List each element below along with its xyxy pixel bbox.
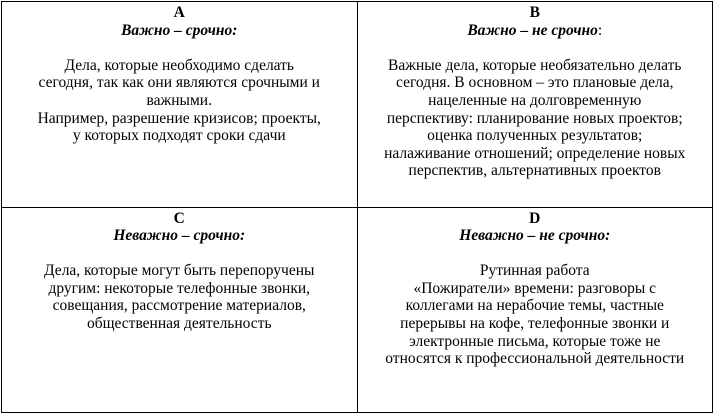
description-line: нацеленные на долговременную <box>428 91 642 109</box>
quadrant-a-heading: Важно – срочно: <box>121 21 238 39</box>
quadrant-b-heading: Важно – не срочно <box>467 21 598 39</box>
description-line: «Пожиратели» времени: разговоры с <box>413 279 657 297</box>
description-line: электронные письма, которые тоже не <box>409 332 661 350</box>
quadrant-d-letter: D <box>529 209 541 227</box>
quadrant-b-letter: B <box>529 4 540 21</box>
description-line: Важные дела, которые необязательно делать <box>388 56 682 74</box>
spacer <box>6 39 353 57</box>
description-line: перспектив, альтернативных проектов <box>408 162 661 180</box>
quadrant-b <box>357 2 713 208</box>
description-line: относятся к профессиональной деятельности <box>385 350 685 368</box>
description-line: Дела, которые могут быть перепоручены <box>44 262 315 280</box>
spacer <box>362 245 709 263</box>
description-line: Например, разрешение кризисов; проекты, <box>37 109 321 127</box>
quadrant-c-letter: C <box>173 209 185 227</box>
quadrant-a-letter: A <box>173 4 185 21</box>
quadrant-b-heading-line <box>362 22 709 40</box>
description-line: общественная деятельность <box>86 315 272 333</box>
quadrant-c-heading: Неважно – срочно: <box>113 227 246 245</box>
quadrant-a-description <box>6 57 353 145</box>
description-line: налаживание отношений; определение новых <box>384 144 686 162</box>
matrix-row-bottom <box>2 207 713 413</box>
quadrant-a-heading-line <box>6 22 353 40</box>
spacer <box>6 245 353 263</box>
quadrant-a <box>2 2 358 208</box>
matrix-row-top <box>2 2 713 208</box>
quadrant-d-description <box>362 262 709 368</box>
eisenhower-matrix-table <box>1 1 713 413</box>
quadrant-c-heading-line <box>6 227 353 245</box>
quadrant-c <box>2 207 358 413</box>
quadrant-d <box>357 207 713 413</box>
quadrant-d-heading-line <box>362 227 709 245</box>
description-line: другим: некоторые телефонные звонки, <box>48 279 311 297</box>
description-line: совещания, рассмотрение материалов, <box>52 297 306 315</box>
description-line: оценка полученных результатов; <box>427 127 643 145</box>
description-line: Дела, которые необходимо сделать <box>64 56 295 74</box>
quadrant-c-description <box>6 262 353 332</box>
quadrant-b-description <box>362 57 709 180</box>
description-line: Рутинная работа <box>479 262 590 280</box>
description-line: перерывы на кофе, телефонные звонки и <box>400 315 670 333</box>
description-line: важными. <box>146 91 212 109</box>
description-line: перспективу: планирование новых проектов; <box>386 109 683 127</box>
description-line: сегодня. В основном – это плановые дела, <box>396 74 674 92</box>
spacer <box>362 39 709 57</box>
description-line: сегодня, так как они являются срочными и <box>38 74 320 92</box>
description-line: у которых подходят сроки сдачи <box>72 127 286 145</box>
quadrant-d-heading: Неважно – не срочно: <box>459 227 611 245</box>
description-line: коллегами на нерабочие темы, частные <box>405 297 664 315</box>
quadrant-b-heading-suffix: : <box>597 21 603 39</box>
